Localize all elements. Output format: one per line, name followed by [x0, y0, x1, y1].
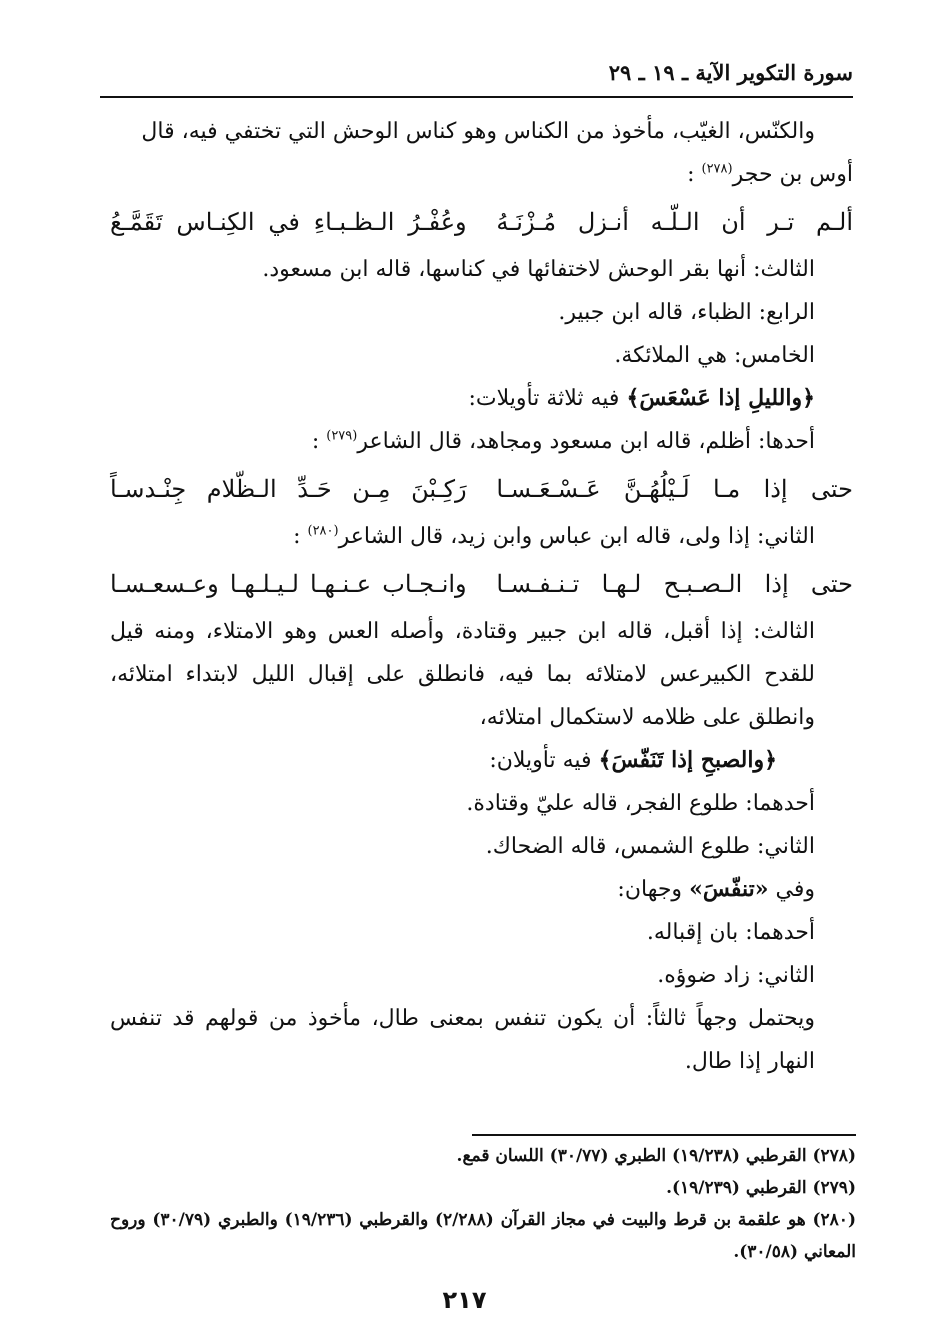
paragraph — [110, 739, 853, 782]
main-text — [110, 110, 853, 1083]
text: الثاني: إذا ولى، قاله ابن عباس وابن زيد، قال الشاعر — [338, 524, 815, 549]
paragraph — [110, 868, 853, 911]
verse-hemistich-right: حتى إذا مـا لَـيْلُهُـنَّ عَـسْـعَـسـا — [496, 475, 853, 503]
paragraph: أحدهما: طلوع الفجر، قاله عليّ وقتادة. — [466, 791, 815, 816]
verse-hemistich-left: رَكِـبْنَ مِـن حَـدِّ الـظّلام جِنْـدسـاً — [110, 475, 467, 503]
poem-verse — [110, 558, 853, 610]
paragraph: الخامس: هي الملائكة. — [614, 343, 815, 368]
verse-hemistich-left: وعُفْـرُ الـظـبـاءِ في الكِنـاس تَقَمَّـعُ — [110, 208, 467, 236]
paragraph: الثاني: طلوع الشمس، قاله الضحاك. — [485, 834, 815, 859]
text: : — [311, 429, 327, 454]
paragraph: الثالث: أنها بقر الوحش لاختفائها في كناسها، قاله ابن مسعود. — [262, 257, 815, 282]
footnotes — [110, 1140, 856, 1268]
text: فيه ثلاثة تأويلات: — [468, 386, 627, 411]
footnote-ref[interactable]: (٢٧٩) — [326, 428, 358, 444]
text: : — [293, 524, 308, 549]
verse-hemistich-right: حتى إذا الـصـبـح لـهـا تـنـفـسـا — [496, 570, 853, 598]
quran-quote: ﴿والليلِ إذا عَسْعَسَ﴾ — [626, 385, 815, 411]
footnote: (٢٧٨) القرطبي (١٩/٢٣٨) الطبري (٣٠/٧٧) اللسان قمع. — [456, 1146, 856, 1166]
footnote-rule — [472, 1134, 856, 1136]
paragraph: الثاني: زاد ضوؤه. — [657, 963, 815, 988]
text: أوس بن حجر — [732, 162, 853, 187]
paragraph — [110, 515, 853, 558]
footnote: (٢٧٩) القرطبي (١٩/٢٣٩). — [666, 1178, 856, 1198]
poem-verse — [110, 196, 853, 248]
verse-hemistich-right: ألـم تـر أن الـلّـه أنـزل مُـزْنَـهُ — [496, 208, 853, 236]
paragraph — [110, 377, 853, 420]
running-header — [100, 58, 853, 98]
text: أحدها: أظلم، قاله ابن مسعود ومجاهد، قال الشاعر — [357, 429, 815, 454]
paragraph: والكنّس، الغيّب، مأخوذ من الكناس وهو كناس الوحش التي تختفي فيه، قال — [141, 119, 815, 144]
footnote-ref[interactable]: (٢٧٨) — [701, 161, 733, 177]
footnote: (٢٨٠) هو علقمة بن قرط والبيت في مجاز القرآن (٢/٢٨٨) والقرطبي (١٩/٢٣٦) والطبري (٣٠/٧٩) وروح المعاني (٣٠/٥٨). — [110, 1210, 856, 1262]
paragraph — [110, 153, 853, 196]
text: وجهان: — [617, 877, 690, 902]
header-title: سورة التكوير الآية ـ ١٩ ـ ٢٩ — [608, 60, 853, 85]
footnote-ref[interactable]: (٢٨٠) — [307, 523, 339, 539]
quran-quote: ﴿والصبحِ إذا تَنَفّسَ﴾ — [598, 747, 777, 773]
header-rule — [100, 96, 853, 98]
page-number: ٢١٧ — [442, 1286, 487, 1314]
paragraph: أحدهما: بان إقباله. — [646, 920, 815, 945]
paragraph: ويحتمل وجهاً ثالثاً: أن يكون تنفس بمعنى طال، مأخوذ من قولهم قد تنفس النهار إذا طال. — [110, 1006, 815, 1074]
paragraph: الرابع: الظباء، قاله ابن جبير. — [558, 300, 815, 325]
poem-verse — [110, 463, 853, 515]
text: فيه تأويلان: — [489, 748, 599, 773]
quoted-word: «تنفّسَ» — [689, 876, 769, 902]
text: : — [687, 162, 702, 187]
verse-hemistich-left: وانـجـاب عـنـهـا لـيـلـهـا وعـسعـسـا — [110, 570, 467, 598]
paragraph: الثالث: إذا أقبل، قاله ابن جبير وقتادة، وأصله العس وهو الامتلاء، ومنه قيل للقدح الكبيرعس لامتلائه بما فيه، فانطلق على إقبال الليل لابتداء امتلائه، وانطلق على ظلامه لاستكمال امتلائه، — [110, 619, 815, 730]
text: وفي — [768, 877, 815, 902]
paragraph — [110, 420, 853, 463]
